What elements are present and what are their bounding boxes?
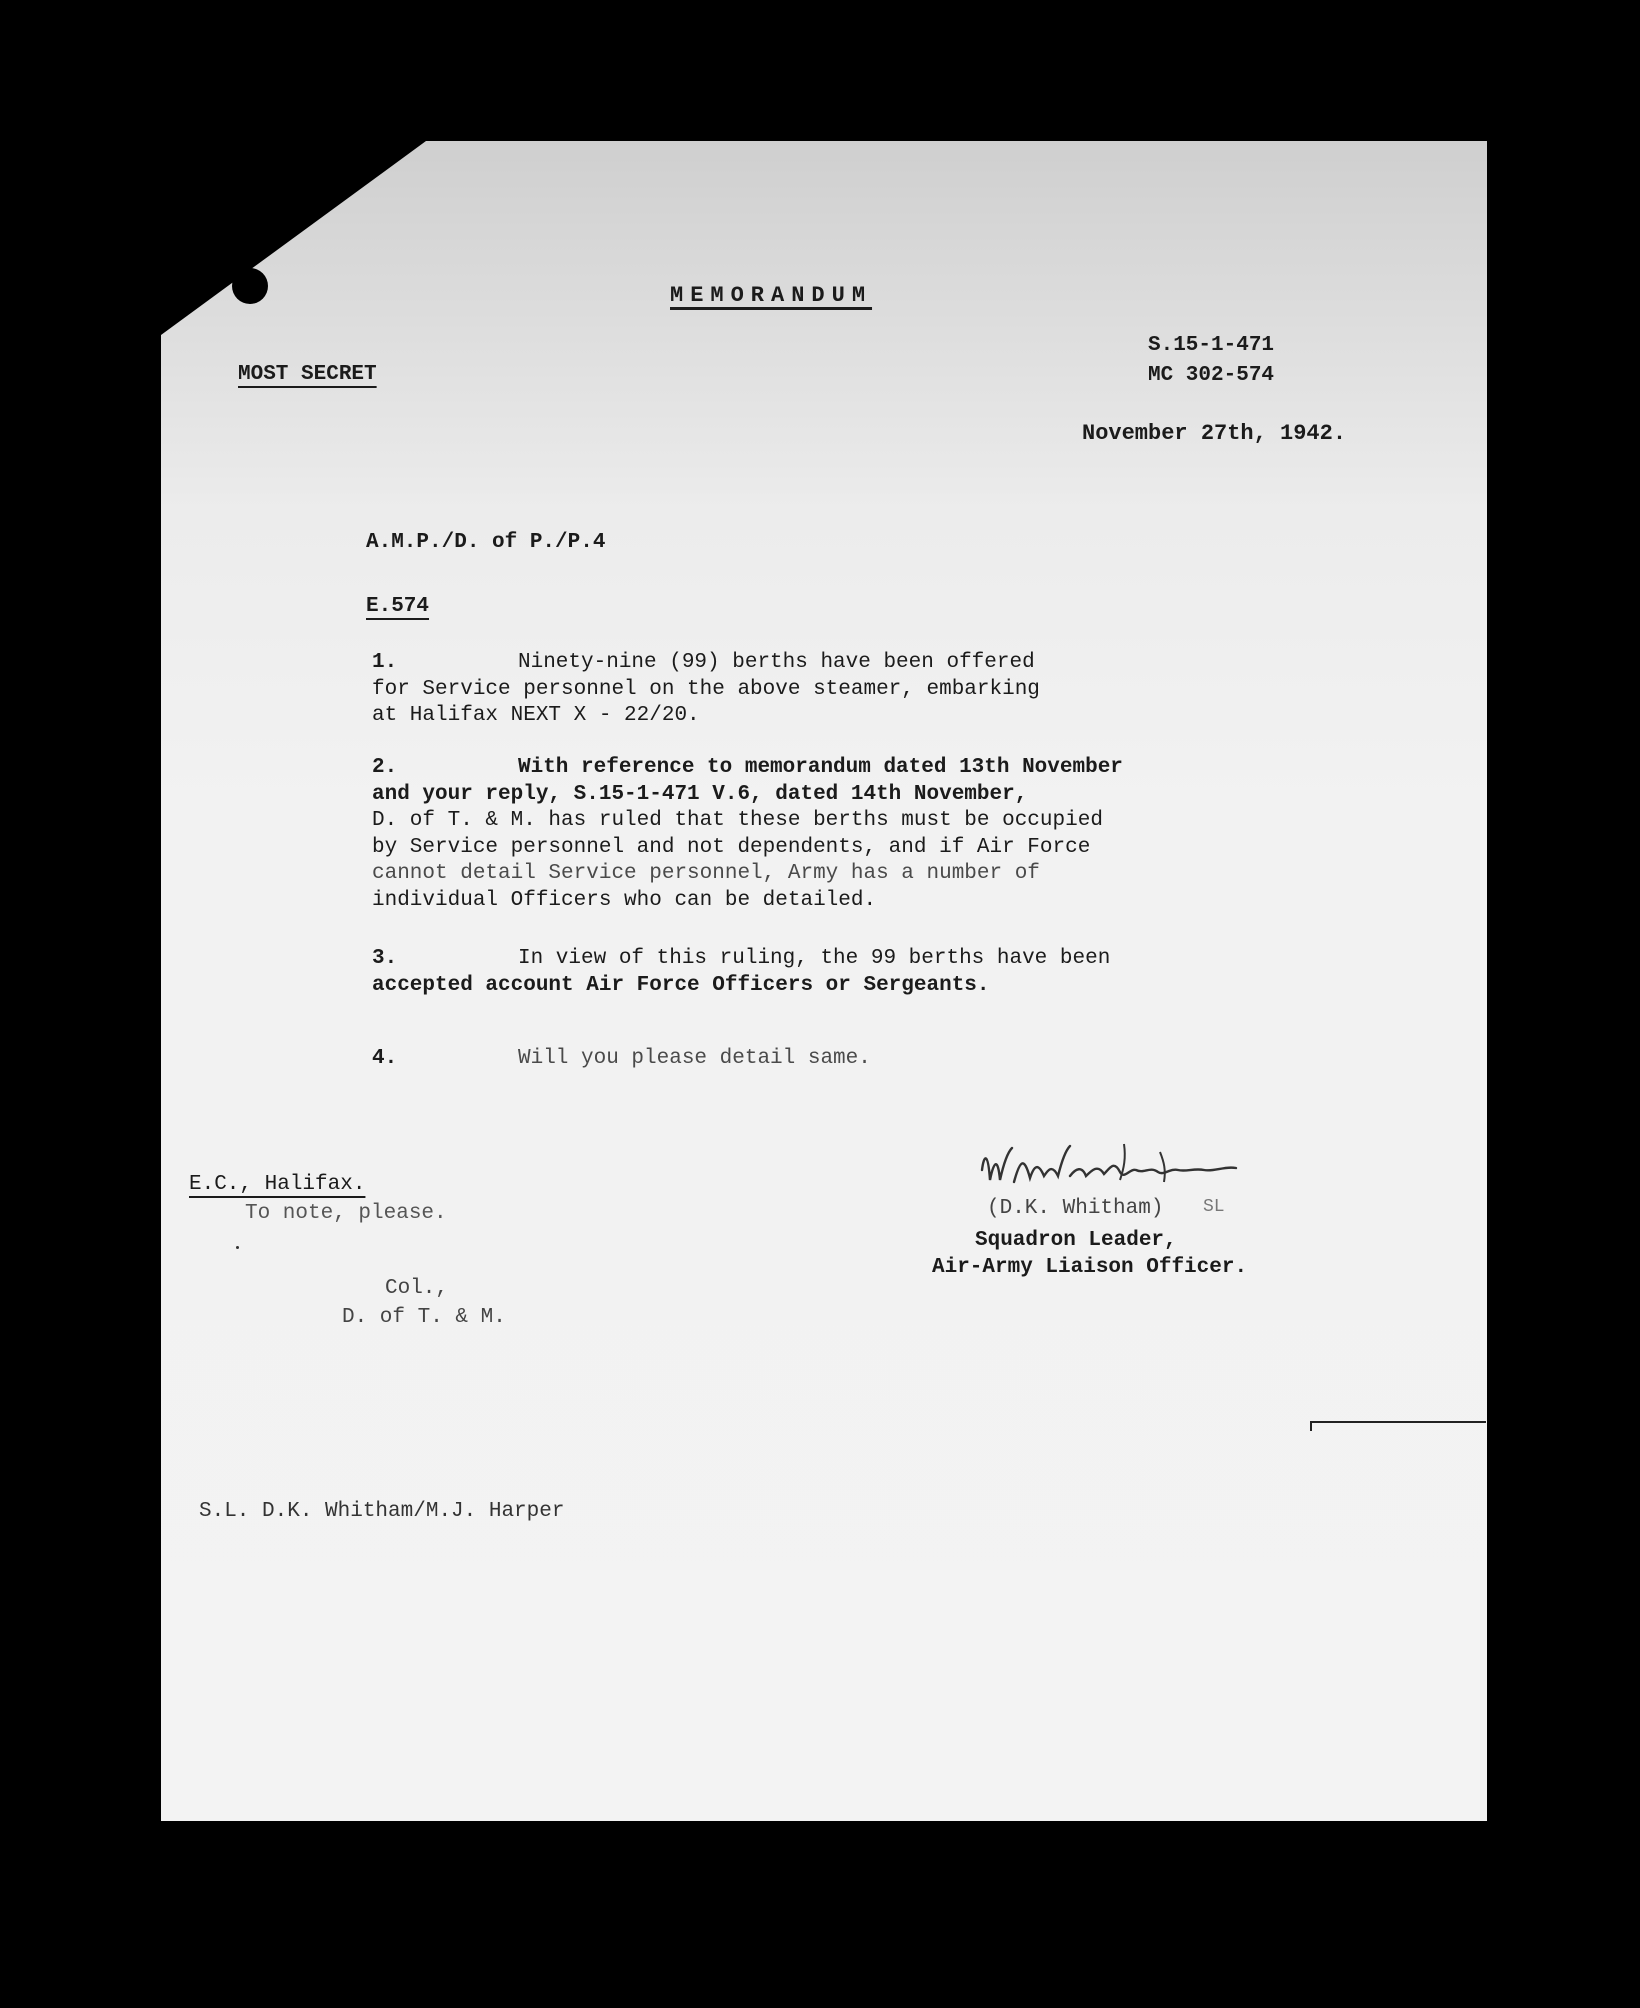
paragraph-number: 4. — [372, 1047, 398, 1070]
handwritten-signature — [974, 1140, 1274, 1202]
paragraph-line: In view of this ruling, the 99 berths have been — [518, 947, 1111, 970]
paragraph-4 — [372, 1046, 1192, 1073]
margin-tick — [1310, 1421, 1312, 1431]
paragraph-line: Ninety-nine (99) berths have been offered — [518, 651, 1035, 674]
copy-to-recipient: E.C., Halifax. — [189, 1173, 366, 1196]
paragraph-1 — [372, 650, 1192, 730]
paragraph-line: Will you please detail same. — [518, 1047, 871, 1070]
paragraph-line: With reference to memorandum dated 13th November — [518, 756, 1123, 779]
file-reference-primary: S.15-1-471 — [1148, 334, 1275, 357]
memo-date: November 27th, 1942. — [1082, 421, 1347, 446]
signer-role: Air-Army Liaison Officer. — [932, 1256, 1248, 1279]
paragraph-line: accepted account Air Force Officers or Sergeants. — [372, 973, 990, 997]
typist-reference: S.L. D.K. Whitham/M.J. Harper — [199, 1500, 565, 1523]
paragraph-line: at Halifax NEXT X - 22/20. — [372, 704, 700, 727]
copy-from-org: D. of T. & M. — [342, 1306, 506, 1329]
file-reference-secondary: MC 302-574 — [1148, 364, 1275, 387]
memo-title: MEMORANDUM — [670, 283, 873, 308]
signer-handwritten-mark: SL — [1203, 1197, 1225, 1217]
classification-label: MOST SECRET — [238, 363, 377, 386]
margin-rule — [1310, 1421, 1486, 1423]
paragraph-line: by Service personnel and not dependents, and if Air Force — [372, 835, 1091, 859]
paragraph-number: 3. — [372, 947, 398, 970]
paragraph-line: and your reply, S.15-1-471 V.6, dated 14th November, — [372, 782, 1028, 806]
copy-from-title: Col., — [385, 1277, 449, 1300]
paragraph-number: 2. — [372, 756, 398, 779]
paragraph-line: cannot detail Service personnel, Army has a number of — [372, 862, 1040, 885]
addressee: A.M.P./D. of P./P.4 — [366, 531, 606, 554]
ink-dot — [236, 1246, 239, 1249]
paragraph-number: 1. — [372, 651, 398, 674]
paragraph-line: D. of T. & M. has ruled that these berths must be occupied — [372, 809, 1103, 832]
subject-reference: E.574 — [366, 595, 430, 618]
paragraph-2 — [372, 755, 1192, 914]
copy-to-note: To note, please. — [245, 1202, 447, 1225]
signer-rank: Squadron Leader, — [975, 1229, 1177, 1252]
paragraph-3 — [372, 946, 1192, 999]
paragraph-line: for Service personnel on the above steamer, embarking — [372, 677, 1040, 701]
punch-hole — [232, 268, 268, 304]
signer-name: (D.K. Whitham) — [987, 1197, 1164, 1220]
paragraph-line: individual Officers who can be detailed. — [372, 888, 877, 912]
